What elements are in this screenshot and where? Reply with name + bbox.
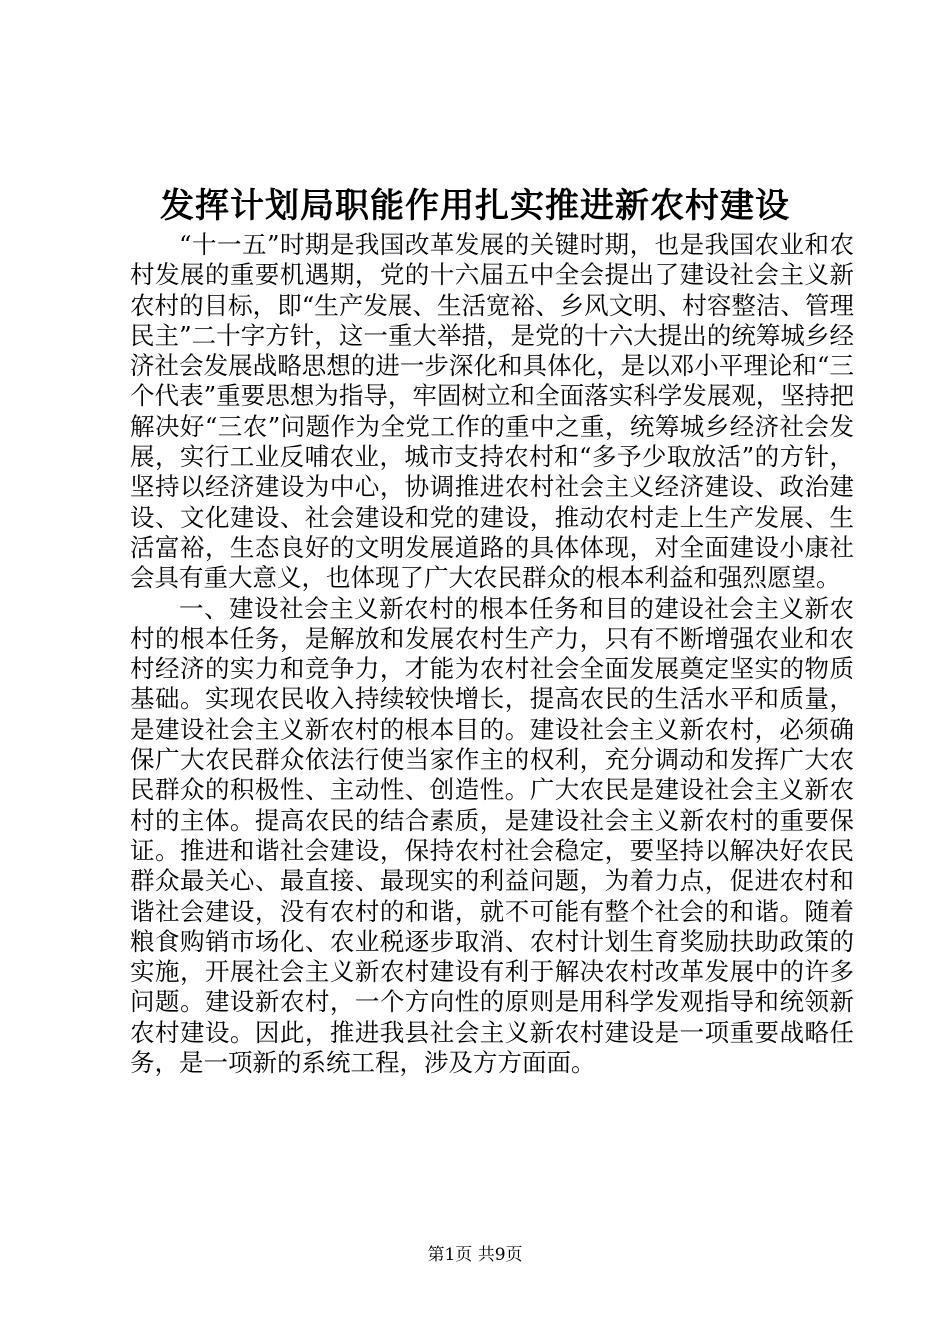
document-title: 发挥计划局职能作用扎实推进新农村建设 [160, 186, 790, 226]
page-number-footer: 第1页 共9页 [427, 1245, 523, 1265]
paragraph-1: “十一五”时期是我国改革发展的关键时期，也是我国农业和农村发展的重要机遇期，党的十六届五中全会提出了建设社会主义新农村的目标，即“生产发展、生活宽裕、乡风文明、村容整洁、管理民主”二十字方针，这一重大举措，是党的十六大提出的统筹城乡经济社会发展战略思想的进一步深化和具体化，是以邓小平理论和“三个代表”重要思想为指导，牢固树立和全面落实科学发展观，坚持把解决好“三农”问题作为全党工作的重中之重，统筹城乡经济社会发展，实行工业反哺农业，城市支持农村和“多予少取放活”的方针，坚持以经济建设为中心，协调推进农村社会主义经济建设、政治建设、文化建设、社会建设和党的建设，推动农村走上生产发展、生活富裕，生态良好的文明发展道路的具体体现，对全面建设小康社会具有重大意义，也体现了广大农民群众的根本利益和强烈愿望。 [130, 230, 854, 593]
paragraph-2: 一、建设社会主义新农村的根本任务和目的建设社会主义新农村的根本任务，是解放和发展农村生产力，只有不断增强农业和农村经济的实力和竞争力，才能为农村社会全面发展奠定坚实的物质基础。实现农民收入持续较快增长，提高农民的生活水平和质量，是建设社会主义新农村的根本目的。建设社会主义新农村，必须确保广大农民群众依法行使当家作主的权利，充分调动和发挥广大农民群众的积极性、主动性、创造性。广大农民是建设社会主义新农村的主体。提高农民的结合素质，是建设社会主义新农村的重要保证。推进和谐社会建设，保持农村社会稳定，要坚持以解决好农民群众最关心、最直接、最现实的利益问题，为着力点，促进农村和谐社会建设，没有农村的和谐，就不可能有整个社会的和谐。随着粮食购销市场化、农业税逐步取消、农村计划生育奖励扶助政策的实施，开展社会主义新农村建设有利于解决农村改革发展中的许多问题。建设新农村，一个方向性的原则是用科学发观指导和统领新农村建设。因此，推进我县社会主义新农村建设是一项重要战略任务，是一项新的系统工程，涉及方方面面。 [130, 593, 854, 1078]
document-body [130, 230, 854, 1078]
